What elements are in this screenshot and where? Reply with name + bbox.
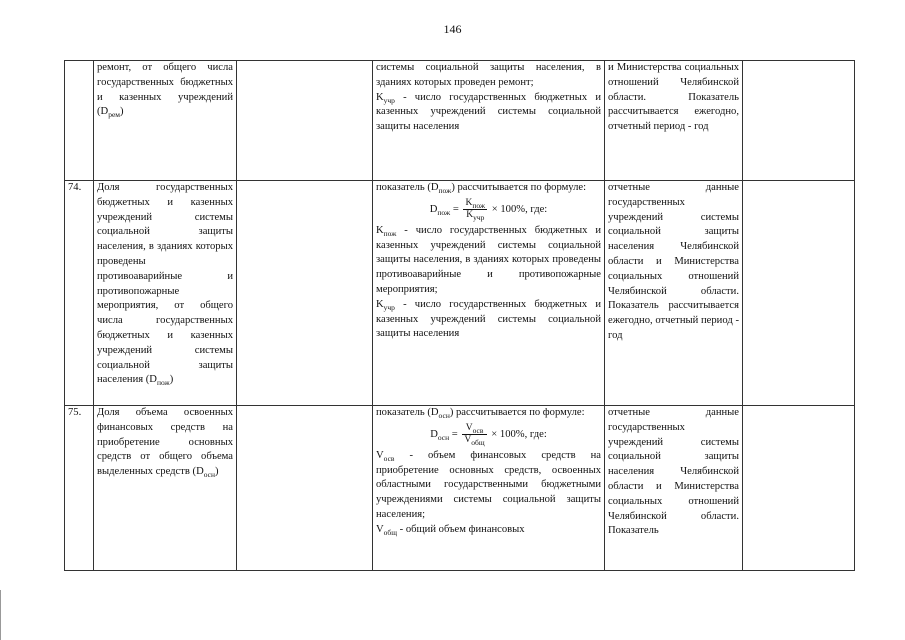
empty-cell: [237, 61, 373, 181]
empty-cell: [743, 61, 855, 181]
fraction: $\frac{K_{пож}}{K_{учр}}$: [465, 197, 486, 222]
row-number: [65, 61, 94, 181]
indicator-name: Доля государственных бюджетных и казенных учреждений системы социальной защиты населения, в зданиях которых проведены противоаварийные и противопожарные мероприятия, от общего числа государственных бюджетных и казенных учреждений системы социальной защиты населения $(D_{пож})$: [94, 181, 237, 406]
calculation-method: показатель $(D_{осн})$ рассчитывается по формуле: $D_{осн}$ = $\frac{V_{осв}}{V_{общ}}$ × 100%, где: $V_{осв}$ - объем финансовых средств на приобретение основных средств, освоенных областными государственными бюджетными учреждениями системы социальной защиты населения; $V_{общ}$ - общий объем финансовых: [373, 406, 605, 571]
table-row: [65, 406, 855, 571]
table-row: [65, 61, 855, 181]
row-number: 75.: [65, 406, 94, 571]
row-number: 74.: [65, 181, 94, 406]
indicator-name: ремонт, от общего числа государственных бюджетных и казенных учреждений $(D_{рем})$: [94, 61, 237, 181]
indicator-table: [64, 60, 855, 571]
empty-cell: [237, 181, 373, 406]
fraction: $\frac{V_{осв}}{V_{общ}}$: [464, 422, 485, 447]
empty-cell: [743, 181, 855, 406]
calculation-method: системы социальной защиты населения, в зданиях которых проведен ремонт; $K_{учр}$ - число государственных бюджетных и казенных учреждений системы социальной защиты населения: [373, 61, 605, 181]
page-number: 146: [443, 22, 462, 36]
table-row: [65, 181, 855, 406]
empty-cell: [237, 406, 373, 571]
data-source: и Министерства социальных отношений Челябинской области. Показатель рассчитывается ежегодно, отчетный период - год: [605, 61, 743, 181]
formula: $D_{осн}$ = $\frac{V_{осв}}{V_{общ}}$ × 100%, где:: [430, 422, 547, 447]
indicator-name: Доля объема освоенных финансовых средств на приобретение основных средств от общего объема выделенных средств $(D_{осн})$: [94, 406, 237, 571]
data-source: отчетные данные государственных учреждений системы социальной защиты населения Челябинской области и Министерства социальных отношений Челябинской области. Показатель рассчитывается ежегодно, отчетный период - год: [605, 181, 743, 406]
page-edge-line: [0, 590, 1, 640]
data-source: отчетные данные государственных учреждений системы социальной защиты населения Челябинской области и Министерства социальных отношений Челябинской области. Показатель: [605, 406, 743, 571]
formula: $D_{пож}$ = $\frac{K_{пож}}{K_{учр}}$ × 100%, где:: [429, 197, 548, 222]
calculation-method: показатель $(D_{пож})$ рассчитывается по формуле: $D_{пож}$ = $\frac{K_{пож}}{K_{учр}}$ × 100%, где: $K_{пож}$ - число государственных бюджетных и казенных учреждений системы социальной защиты населения, в зданиях которых проведены противоаварийные и противопожарные мероприятия; $K_{учр}$ - число государственных бюджетных и казенных учреждений системы социальной защиты населения: [373, 181, 605, 406]
empty-cell: [743, 406, 855, 571]
